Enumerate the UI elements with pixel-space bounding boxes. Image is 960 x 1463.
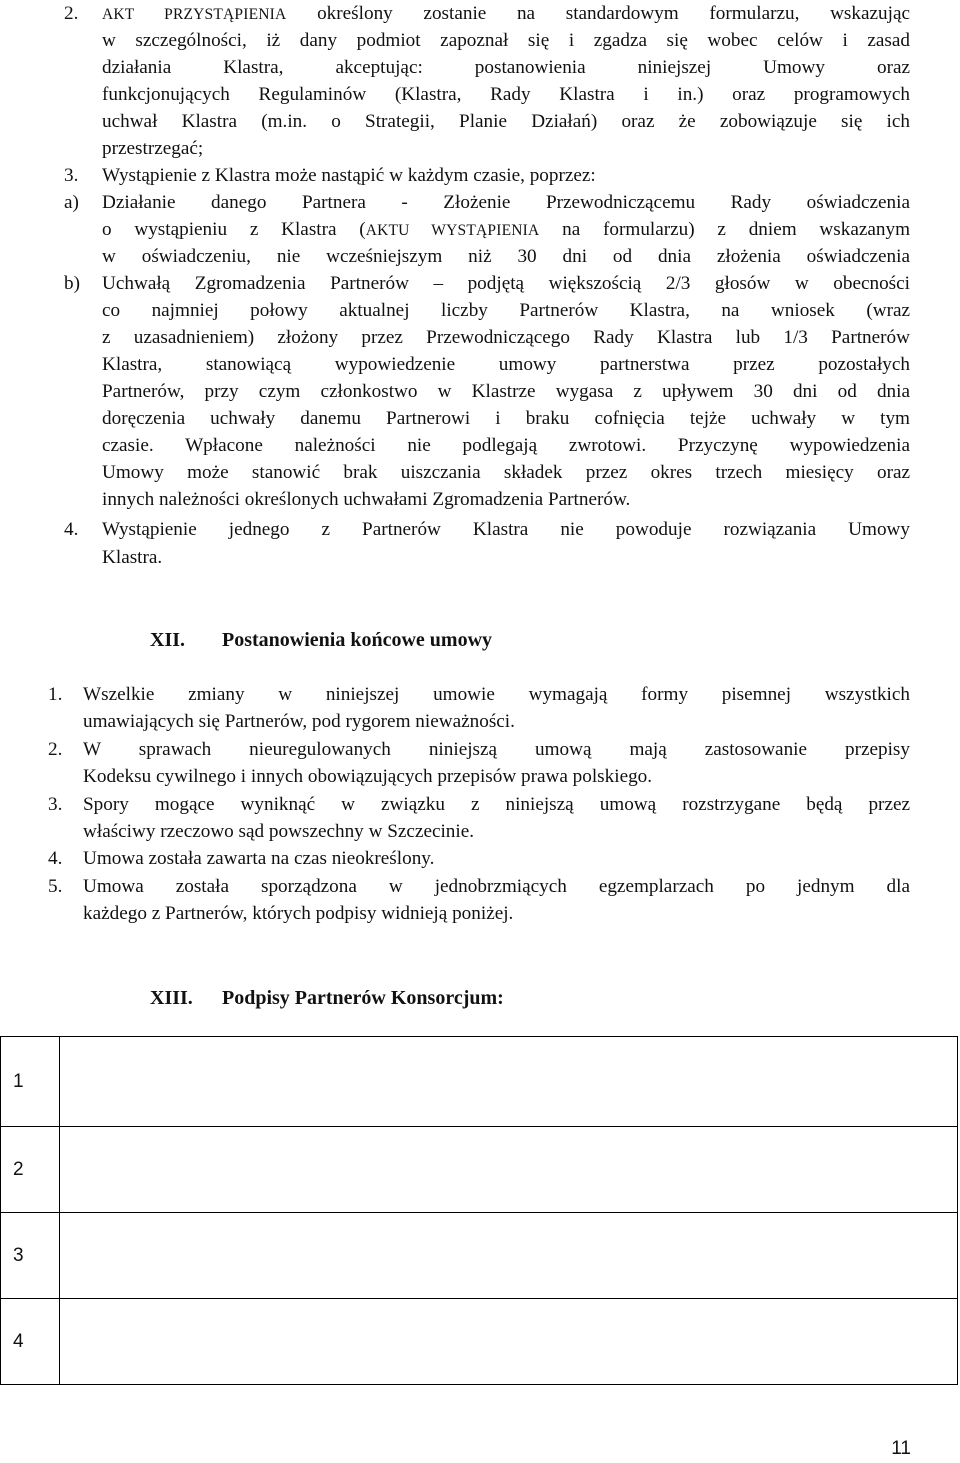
- signature-row: [1, 1213, 958, 1299]
- subitem-label: a): [64, 192, 79, 213]
- paragraph-line: Klastra, stanowiącą wypowiedzenie umowy partnerstwa przez pozostałych: [102, 354, 910, 375]
- paragraph-line: innych należności określonych uchwałami Zgromadzenia Partnerów.: [102, 489, 631, 510]
- paragraph-line: działania Klastra, akceptując: postanowienia niniejszej Umowy oraz: [102, 57, 910, 78]
- signature-cell[interactable]: [60, 1037, 958, 1127]
- paragraph-line: z uzasadnieniem) złożony przez Przewodniczącego Rady Klastra lub 1/3 Partnerów: [102, 327, 910, 348]
- item-number: 5.: [48, 876, 63, 897]
- paragraph-line: doręczenia uchwały danemu Partnerowi i braku cofnięcia tejże uchwały w tym: [102, 408, 910, 429]
- signature-cell[interactable]: [60, 1299, 958, 1385]
- signature-row: [1, 1299, 958, 1385]
- signature-row: [1, 1037, 958, 1127]
- item-number: 4.: [64, 519, 79, 540]
- signature-cell[interactable]: [60, 1127, 958, 1213]
- row-number: 4: [1, 1299, 60, 1385]
- row-number: 3: [1, 1213, 60, 1299]
- section-title: Podpisy Partnerów Konsorcjum:: [222, 987, 504, 1009]
- section-number: XIII.: [150, 987, 193, 1009]
- paragraph-line: Kodeksu cywilnego i innych obowiązujących przepisów prawa polskiego.: [83, 766, 653, 787]
- page-number: 11: [891, 1438, 911, 1459]
- paragraph-line: Wszelkie zmiany w niniejszej umowie wymagają formy pisemnej wszystkich: [83, 684, 910, 705]
- item-number: 2.: [48, 739, 63, 760]
- paragraph-line: w oświadczeniu, nie wcześniejszym niż 30 dni od dnia złożenia oświadczenia: [102, 246, 910, 267]
- paragraph-line: Wystąpienie z Klastra może nastąpić w każdym czasie, poprzez:: [102, 165, 596, 186]
- paragraph-line: umawiających się Partnerów, pod rygorem nieważności.: [83, 711, 515, 732]
- item-number: 3.: [48, 794, 63, 815]
- paragraph-line: czasie. Wpłacone należności nie podlegają zwrotowi. Przyczynę wypowiedzenia: [102, 435, 910, 456]
- signature-cell[interactable]: [60, 1213, 958, 1299]
- paragraph-line: [102, 216, 910, 245]
- section-number: XII.: [150, 629, 186, 651]
- item-number: 4.: [48, 848, 63, 869]
- text-span: o wystąpieniu z Klastra (: [102, 219, 366, 240]
- paragraph-line: właściwy rzeczowo sąd powszechny w Szczecinie.: [83, 821, 475, 842]
- row-number: 1: [1, 1037, 60, 1127]
- small-caps-term: AKTU WYSTĄPIENIA: [365, 222, 540, 239]
- paragraph-line: co najmniej połowy aktualnej liczby Partnerów Klastra, na wniosek (wraz: [102, 300, 910, 321]
- paragraph-line: Klastra.: [102, 547, 163, 568]
- signature-row: [1, 1127, 958, 1213]
- paragraph-line: Umowa została zawarta na czas nieokreślony.: [83, 848, 435, 869]
- small-caps-term: AKT PRZYSTĄPIENIA: [102, 6, 287, 23]
- paragraph-line: [102, 0, 910, 29]
- paragraph-line: funkcjonujących Regulaminów (Klastra, Rady Klastra i in.) oraz programowych: [102, 84, 910, 105]
- signature-table: [0, 1036, 958, 1385]
- paragraph-line: W sprawach nieuregulowanych niniejszą umową mają zastosowanie przepisy: [83, 739, 910, 760]
- row-number: 2: [1, 1127, 60, 1213]
- item-number: 1.: [48, 684, 63, 705]
- section-title: Postanowienia końcowe umowy: [222, 629, 493, 651]
- item-number: 3.: [64, 165, 79, 186]
- paragraph-line: Umowy może stanowić brak uiszczania składek przez okres trzech miesięcy oraz: [102, 462, 910, 483]
- paragraph-line: uchwał Klastra (m.in. o Strategii, Planie Działań) oraz że zobowiązuje się ich: [102, 111, 910, 132]
- text-span: na formularzu) z dniem wskazanym: [539, 219, 911, 240]
- paragraph-line: przestrzegać;: [102, 138, 204, 159]
- paragraph-line: Wystąpienie jednego z Partnerów Klastra nie powoduje rozwiązania Umowy: [102, 519, 910, 540]
- text-span: określony zostanie na standardowym formularzu, wskazując: [286, 3, 910, 24]
- paragraph-line: Działanie danego Partnera - Złożenie Przewodniczącemu Rady oświadczenia: [102, 192, 910, 213]
- item-number: 2.: [64, 3, 79, 24]
- paragraph-line: Partnerów, przy czym członkostwo w Klastrze wygasa z upływem 30 dni od dnia: [102, 381, 910, 402]
- paragraph-line: Umowa została sporządzona w jednobrzmiących egzemplarzach po jednym dla: [83, 876, 910, 897]
- paragraph-line: każdego z Partnerów, których podpisy widnieją poniżej.: [83, 903, 514, 924]
- subitem-label: b): [64, 273, 80, 294]
- paragraph-line: Uchwałą Zgromadzenia Partnerów – podjętą większością 2/3 głosów w obecności: [102, 273, 910, 294]
- paragraph-line: Spory mogące wyniknąć w związku z niniejszą umową rozstrzygane będą przez: [83, 794, 910, 815]
- paragraph-line: w szczególności, iż dany podmiot zapoznał się i zgadza się wobec celów i zasad: [102, 30, 910, 51]
